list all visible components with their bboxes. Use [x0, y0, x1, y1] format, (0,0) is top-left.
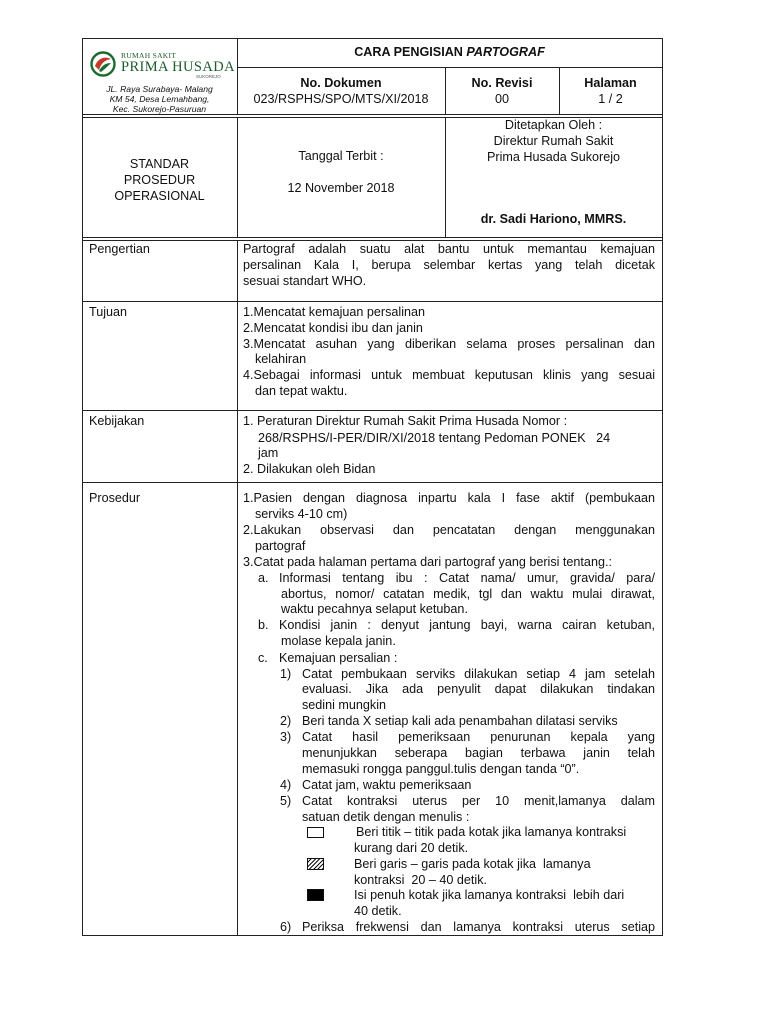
title-plain: CARA PENGISIAN [354, 45, 463, 59]
list-marker: 1) [280, 667, 292, 681]
section-label-kebijakan: Kebijakan [89, 414, 145, 428]
body-line: Catat kontraksi uterus per 10 menit,lamanya dalam [302, 794, 655, 808]
empty-box-icon [307, 827, 324, 838]
document-title [237, 45, 662, 61]
body-line: 1. Peraturan Direktur Rumah Sakit Prima Husada Nomor : [243, 414, 568, 428]
table-rule [237, 240, 238, 936]
signer-name: dr. Sadi Hariono, MMRS. [480, 212, 627, 226]
list-marker: 6) [280, 920, 292, 934]
table-rule [237, 117, 238, 238]
body-line: 40 detik. [354, 904, 402, 918]
page-label: Halaman [584, 76, 637, 90]
title-italic: PARTOGRAF [466, 45, 545, 59]
table-border-top [82, 38, 663, 39]
table-rule [82, 301, 663, 302]
section-label-tujuan: Tujuan [89, 305, 128, 319]
filled-box-icon [307, 889, 324, 901]
list-marker: 3) [280, 730, 292, 744]
revision-label: No. Revisi [471, 76, 533, 90]
body-line: kontraksi 20 – 40 detik. [354, 873, 488, 887]
body-line: Kemajuan persalian : [279, 651, 398, 665]
body-line: sesuai standart WHO. [243, 274, 367, 288]
body-line: evaluasi. Jika ada penyulit dapat dilakukan tindakan [302, 682, 655, 696]
table-rule [82, 237, 663, 238]
body-line: kurang dari 20 detik. [354, 841, 469, 855]
body-line: abortus, nomor/ catatan medik, tgl dan waktu mulai dirawat, [281, 587, 655, 601]
body-line: menunjukkan seberapa bagian terbawa janin telah [302, 746, 655, 760]
body-line: waktu pecahnya selaput ketuban. [281, 602, 468, 616]
body-line: 2. Dilakukan oleh Bidan [243, 462, 376, 476]
body-line: kelahiran [255, 352, 307, 366]
body-line: jam [258, 446, 279, 460]
doc-number-label: No. Dokumen [300, 76, 382, 90]
body-line: Beri titik – titik pada kotak jika lamanya kontraksi [356, 825, 627, 839]
sop-label-line: OPERASIONAL [114, 189, 205, 203]
table-border-right [662, 38, 663, 936]
body-line: 2.Lakukan observasi dan pencatatan dengan menggunakan [243, 523, 655, 537]
body-line: 3.Catat pada halaman pertama dari partograf yang berisi tentang.: [243, 555, 612, 569]
page-value: 1 / 2 [598, 92, 623, 106]
body-line: Informasi tentang ibu : Catat nama/ umur, gravida/ para/ [279, 571, 655, 585]
list-marker: 4) [280, 778, 292, 792]
issued-label: Tanggal Terbit : [298, 149, 384, 163]
body-line: Catat hasil pemeriksaan penurunan kepala yang [302, 730, 655, 744]
hospital-tag: SUKOREJO [196, 74, 221, 79]
body-line: Partograf adalah suatu alat bantu untuk memantau kemajuan [243, 242, 655, 256]
table-rule [82, 240, 663, 241]
approved-line: Direktur Rumah Sakit [493, 134, 614, 148]
hospital-logo [90, 51, 116, 77]
doc-number-value: 023/RSPHS/SPO/MTS/XI/2018 [253, 92, 429, 106]
body-line: sedini mungkin [302, 698, 387, 712]
body-line: dan tepat waktu. [255, 384, 348, 398]
body-line: Kondisi janin : denyut jantung bayi, warna cairan ketuban, [279, 618, 655, 632]
list-marker: b. [258, 618, 269, 632]
body-line: 268/RSPHS/I-PER/DIR/XI/2018 tentang Pedoman PONEK 24 [258, 431, 611, 445]
body-line: 2.Mencatat kondisi ibu dan janin [243, 321, 423, 335]
body-line: Catat jam, waktu pemeriksaan [302, 778, 472, 792]
hospital-name: PRIMA HUSADA [121, 59, 235, 75]
issued-date: 12 November 2018 [287, 181, 395, 195]
body-line: 3.Mencatat asuhan yang diberikan selama proses persalinan dan [243, 337, 655, 351]
list-marker: a. [258, 571, 269, 585]
body-line: 4.Sebagai informasi untuk membuat keputusan klinis yang sesuai [243, 368, 655, 382]
list-marker: 5) [280, 794, 292, 808]
table-rule [237, 67, 663, 68]
body-line: satuan detik dengan menulis : [302, 810, 470, 824]
body-line: 1.Pasien dengan diagnosa inpartu kala I fase aktif (pembukaan [243, 491, 655, 505]
sop-label-line: PROSEDUR [123, 173, 196, 187]
body-line: molase kepala janin. [281, 634, 396, 648]
body-line: Beri tanda X setiap kali ada penambahan dilatasi serviks [302, 714, 618, 728]
table-rule [82, 482, 663, 483]
approved-line: Ditetapkan Oleh : [504, 118, 603, 132]
body-line: Beri garis – garis pada kotak jika lamanya [354, 857, 591, 871]
sop-label-line: STANDAR [129, 157, 190, 171]
section-label-pengertian: Pengertian [89, 242, 150, 256]
hospital-small-label: RUMAH SAKIT [121, 51, 177, 60]
body-line: partograf [255, 539, 306, 553]
hospital-emblem-icon [90, 51, 116, 77]
revision-value: 00 [494, 92, 509, 106]
address-line: JL. Raya Surabaya- Malang [106, 84, 213, 94]
list-marker: 2) [280, 714, 292, 728]
body-line: Isi penuh kotak jika lamanya kontraksi lebih dari [354, 888, 625, 902]
table-rule [82, 410, 663, 411]
table-border-bottom [82, 935, 663, 936]
list-marker: c. [258, 651, 268, 665]
body-line: Catat pembukaan serviks dilakukan setiap 4 jam setelah [302, 667, 655, 681]
body-line: 1.Mencatat kemajuan persalinan [243, 305, 426, 319]
body-line: serviks 4-10 cm) [255, 507, 348, 521]
approved-line: Prima Husada Sukorejo [487, 150, 620, 164]
section-label-prosedur: Prosedur [89, 491, 141, 505]
body-line: Periksa frekwensi dan lamanya kontraksi uterus setiap [302, 920, 655, 934]
body-line: persalinan Kala I, berupa selembar kertas yang telah dicetak [243, 258, 655, 272]
body-line: memasuki rongga panggul.tulis dengan tanda “0”. [302, 762, 580, 776]
hatched-box-icon [307, 858, 324, 870]
address-line: Kec. Sukorejo-Pasuruan [112, 104, 207, 114]
address-line: KM 54, Desa Lemahbang, [109, 94, 210, 104]
